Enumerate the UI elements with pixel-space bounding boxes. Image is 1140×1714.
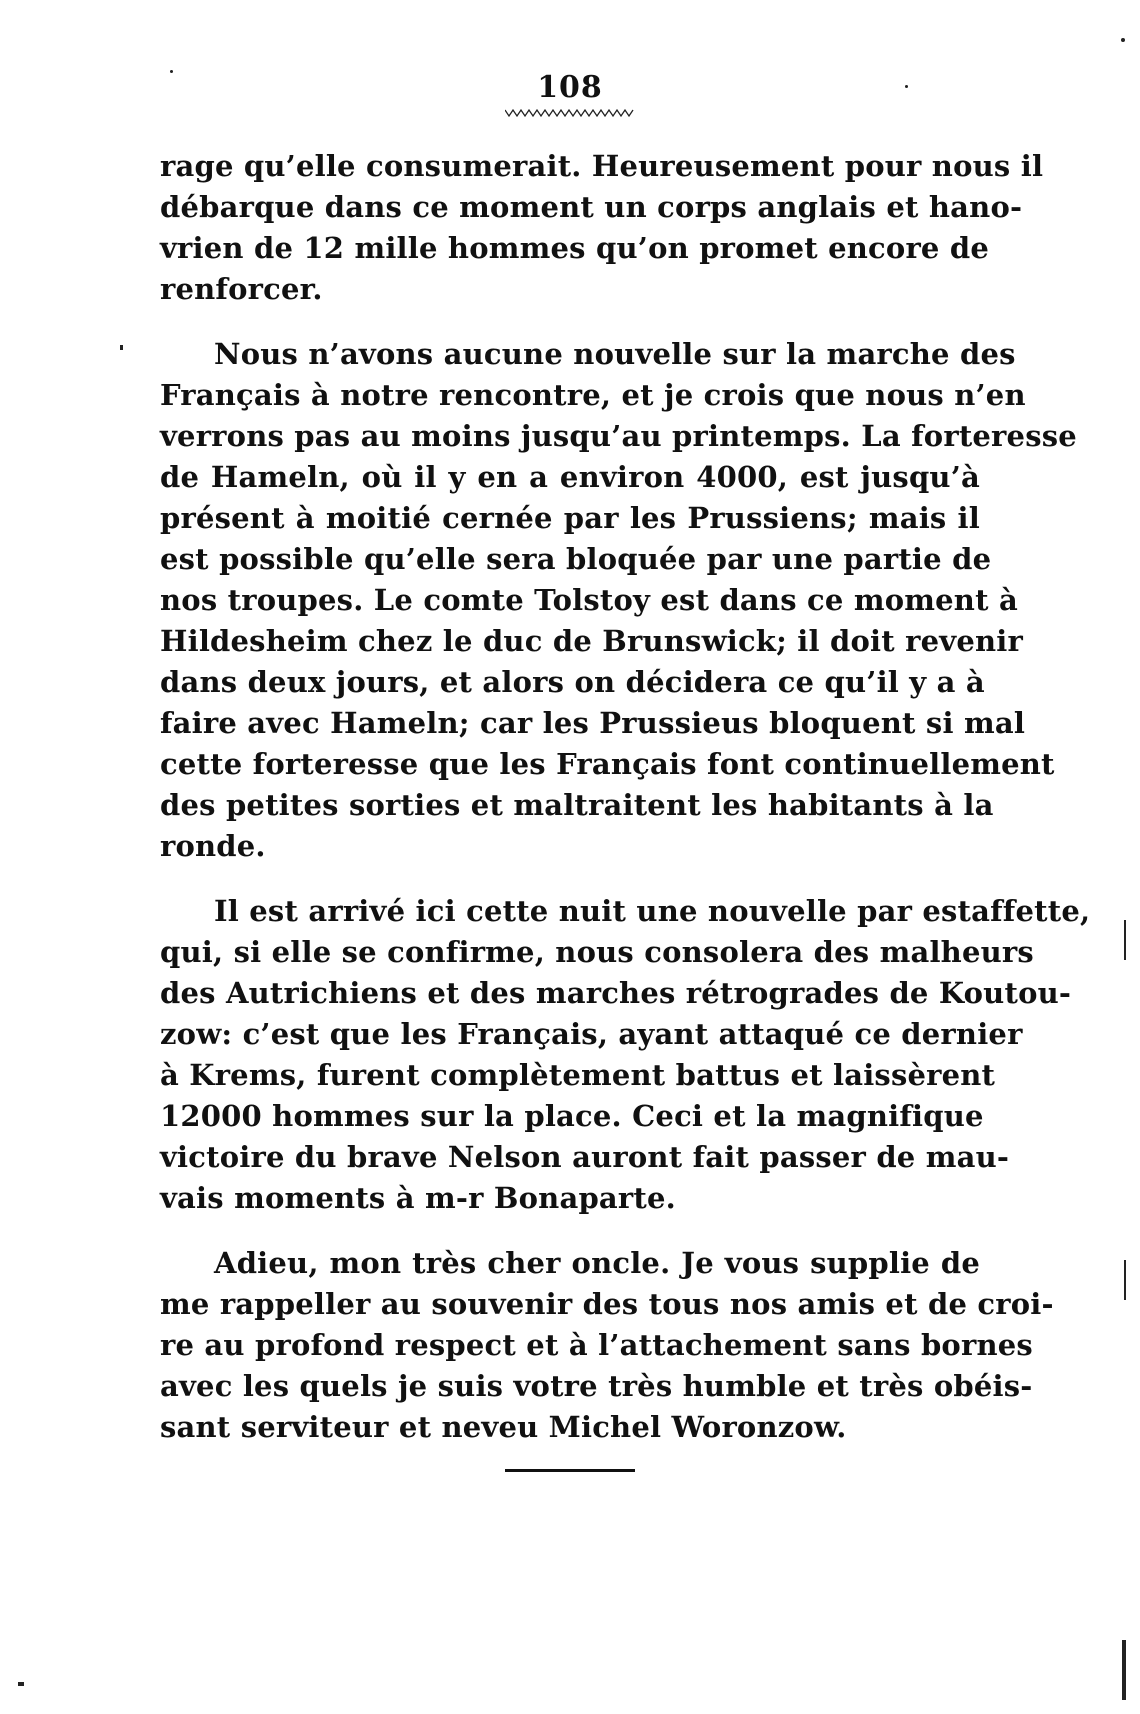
text-line: vrien de 12 mille hommes qu’on promet encore de	[160, 231, 990, 265]
text-line: me rappeller au souvenir des tous nos amis et de croi-	[160, 1287, 1054, 1321]
text-line: de Hameln, où il y en a environ 4000, est jusqu’à	[160, 460, 980, 494]
text-line: nos troupes. Le comte Tolstoy est dans ce moment à	[160, 583, 1018, 617]
text-line: sant serviteur et neveu Michel Woronzow.	[160, 1410, 847, 1444]
text-line: rage qu’elle consumerait. Heureusement pour nous il	[160, 149, 1044, 183]
scan-speck	[905, 85, 908, 88]
scan-edge-mark	[1124, 1260, 1126, 1300]
text-line: présent à moitié cernée par les Prussiens; mais il	[160, 501, 980, 535]
page-number: 108	[537, 70, 603, 105]
paragraph-2	[160, 334, 1077, 867]
text-line: re au profond respect et à l’attachement sans bornes	[160, 1328, 1033, 1362]
paragraph-4	[160, 1243, 1054, 1448]
text-line: vais moments à m-r Bonaparte.	[160, 1181, 676, 1215]
text-line: Adieu, mon très cher oncle. Je vous supplie de	[214, 1246, 980, 1280]
text-line: des petites sorties et maltraitent les habitants à la	[160, 788, 994, 822]
text-line: faire avec Hameln; car les Prussieus bloquent si mal	[160, 706, 1026, 740]
text-line: victoire du brave Nelson auront fait passer de mau-	[160, 1140, 1010, 1174]
text-line: Il est arrivé ici cette nuit une nouvelle par estaffette,	[214, 894, 1091, 928]
scan-edge-mark	[1122, 1640, 1126, 1700]
text-line: 12000 hommes sur la place. Ceci et la magnifique	[160, 1099, 984, 1133]
text-line: Français à notre rencontre, et je crois que nous n’en	[160, 378, 1026, 412]
scan-speck	[120, 345, 123, 350]
text-line: des Autrichiens et des marches rétrogrades de Koutou-	[160, 976, 1072, 1010]
page-number-ornament	[505, 108, 635, 118]
paragraph-3	[160, 891, 1091, 1219]
scan-speck	[18, 1682, 24, 1686]
text-line: zow: c’est que les Français, ayant attaqué ce dernier	[160, 1017, 1023, 1051]
text-line: à Krems, furent complètement battus et laissèrent	[160, 1058, 996, 1092]
letter-text	[160, 146, 1091, 1448]
scan-speck	[1121, 38, 1125, 42]
scan-edge-mark	[1124, 920, 1126, 960]
text-line: verrons pas au moins jusqu’au printemps. La forteresse	[160, 419, 1077, 453]
paragraph-1	[160, 146, 1044, 310]
text-line: est possible qu’elle sera bloquée par une partie de	[160, 542, 992, 576]
text-line: avec les quels je suis votre très humble et très obéis-	[160, 1369, 1033, 1403]
text-line: ronde.	[160, 829, 266, 863]
text-line: Hildesheim chez le duc de Brunswick; il doit revenir	[160, 624, 1023, 658]
text-line: renforcer.	[160, 272, 323, 306]
text-line: cette forteresse que les Français font continuellement	[160, 747, 1055, 781]
scan-speck	[170, 70, 173, 73]
text-line: dans deux jours, et alors on décidera ce qu’il y a à	[160, 665, 985, 699]
text-line: qui, si elle se confirme, nous consolera des malheurs	[160, 935, 1034, 969]
text-line: Nous n’avons aucune nouvelle sur la marche des	[214, 337, 1016, 371]
end-rule	[505, 1469, 635, 1472]
text-line: débarque dans ce moment un corps anglais et hano-	[160, 190, 1023, 224]
